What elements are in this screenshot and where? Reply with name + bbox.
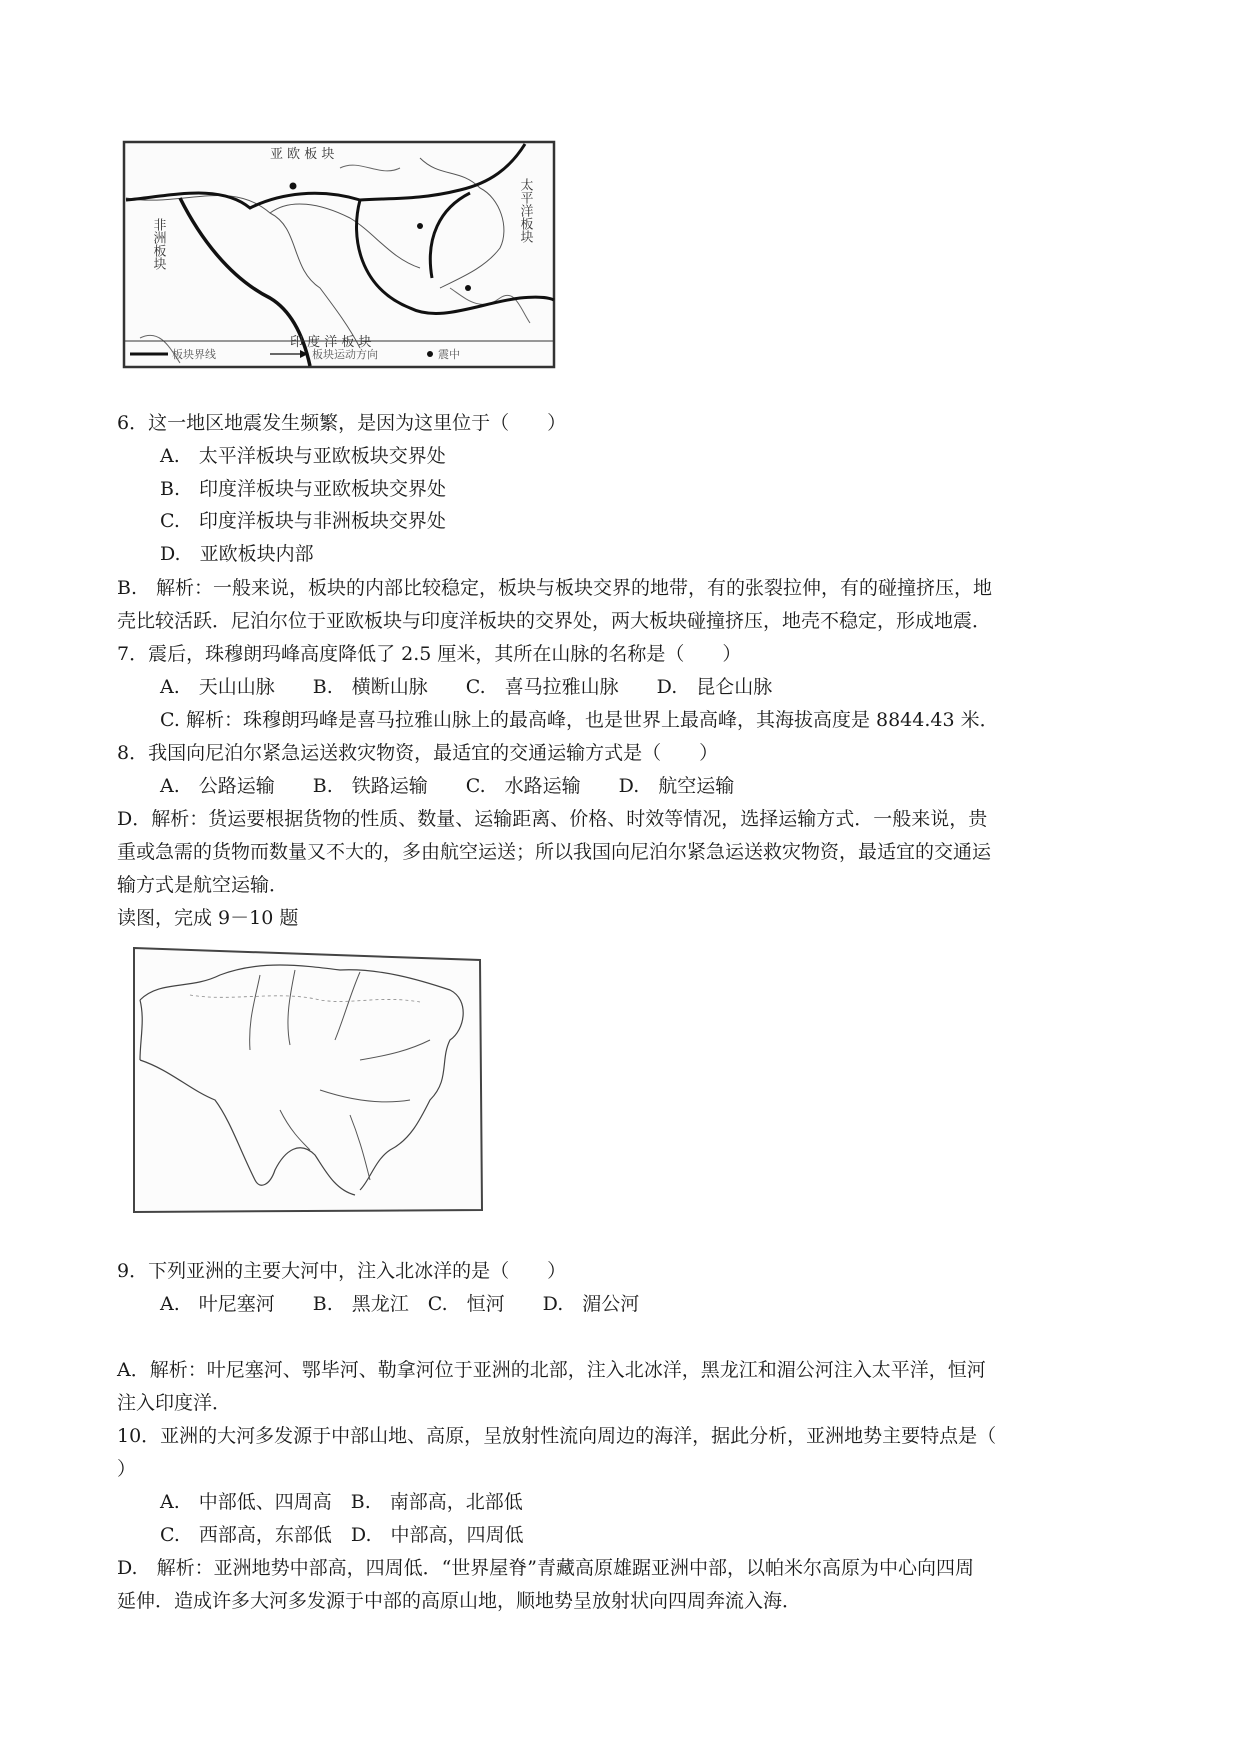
african-plate-label: 非洲板块 bbox=[150, 218, 166, 270]
q8-answer-line: 重或急需的货物而数量又不大的，多由航空运送；所以我国向尼泊尔紧急运送救灾物资，最适宜的交通运 bbox=[117, 841, 992, 863]
q9-answer-line: A．解析：叶尼塞河、鄂毕河、勒拿河位于亚洲的北部，注入北冰洋，黑龙江和湄公河注入太平洋，恒河 bbox=[117, 1359, 986, 1381]
q10-stem-line: ） bbox=[117, 1458, 137, 1480]
q7-stem: 7．震后，珠穆朗玛峰高度降低了 2.5 厘米，其所在山脉的名称是（ ） bbox=[117, 643, 742, 665]
q10-options-line: C. 西部高，东部低 D. 中部高，四周低 bbox=[160, 1524, 524, 1546]
q10-stem-line: 10．亚洲的大河多发源于中部山地、高原，呈放射性流向周边的海洋，据此分析，亚洲地势主要特点是（ bbox=[117, 1425, 997, 1447]
q10-answer-line: 延伸．造成许多大河多发源于中部的高原山地，顺地势呈放射状向四周奔流入海． bbox=[117, 1590, 802, 1612]
q8-options: A. 公路运输 B. 铁路运输 C. 水路运输 D. 航空运输 bbox=[160, 775, 735, 797]
q6-option-c: C. 印度洋板块与非洲板块交界处 bbox=[160, 510, 446, 532]
q6-option-b: B. 印度洋板块与亚欧板块交界处 bbox=[160, 478, 447, 500]
q8-stem: 8．我国向尼泊尔紧急运送救灾物资，最适宜的交通运输方式是（ ） bbox=[117, 742, 719, 764]
legend-epicenter: 震中 bbox=[438, 348, 460, 361]
q6-stem: 6．这一地区地震发生频繁，是因为这里位于（ ） bbox=[117, 412, 567, 434]
indian-plate-label: 印 度 洋 板 块 bbox=[290, 335, 372, 350]
q9-options: A. 叶尼塞河 B. 黑龙江 C. 恒河 D. 湄公河 bbox=[160, 1293, 640, 1315]
q6-answer-line: B. 解析：一般来说，板块的内部比较稳定，板块与板块交界的地带，有的张裂拉伸，有的碰撞挤压，地 bbox=[117, 577, 993, 599]
q6-option-a: A. 太平洋板块与亚欧板块交界处 bbox=[160, 445, 446, 467]
q7-options: A. 天山山脉 B. 横断山脉 C. 喜马拉雅山脉 D. 昆仑山脉 bbox=[160, 676, 773, 698]
asia-rivers-map-figure bbox=[120, 940, 490, 1245]
eurasian-plate-label: 亚 欧 板 块 bbox=[270, 147, 335, 162]
q10-answer-line: D. 解析：亚洲地势中部高，四周低．“世界屋脊”青藏高原雄踞亚洲中部，以帕米尔高原为中心向四周 bbox=[117, 1557, 975, 1579]
q8-answer-line: 输方式是航空运输． bbox=[117, 874, 289, 896]
q6-option-d: D. 亚欧板块内部 bbox=[160, 543, 314, 565]
q8-answer-line: D．解析：货运要根据货物的性质、数量、运输距离、价格、时效等情况，选择运输方式．一般来说，贵 bbox=[117, 808, 988, 830]
q10-options-line: A. 中部低、四周高 B. 南部高，北部低 bbox=[160, 1491, 523, 1513]
legend-motion: 板块运动方向 bbox=[312, 348, 378, 361]
q7-answer: C. 解析：珠穆朗玛峰是喜马拉雅山脉上的最高峰，也是世界上最高峰，其海拔高度是 8844.43 米． bbox=[160, 709, 999, 731]
q9-stem: 9．下列亚洲的主要大河中，注入北冰洋的是（ ） bbox=[117, 1260, 567, 1282]
intro-9-10: 读图，完成 9－10 题 bbox=[117, 907, 299, 929]
q9-answer-line: 注入印度洋． bbox=[117, 1392, 232, 1414]
pacific-plate-label: 太平洋板块 bbox=[517, 178, 533, 243]
plate-map-figure bbox=[120, 138, 560, 398]
legend-boundary: 板块界线 bbox=[172, 348, 216, 361]
q6-answer-line: 壳比较活跃．尼泊尔位于亚欧板块与印度洋板块的交界处，两大板块碰撞挤压，地壳不稳定，形成地震． bbox=[117, 610, 992, 632]
